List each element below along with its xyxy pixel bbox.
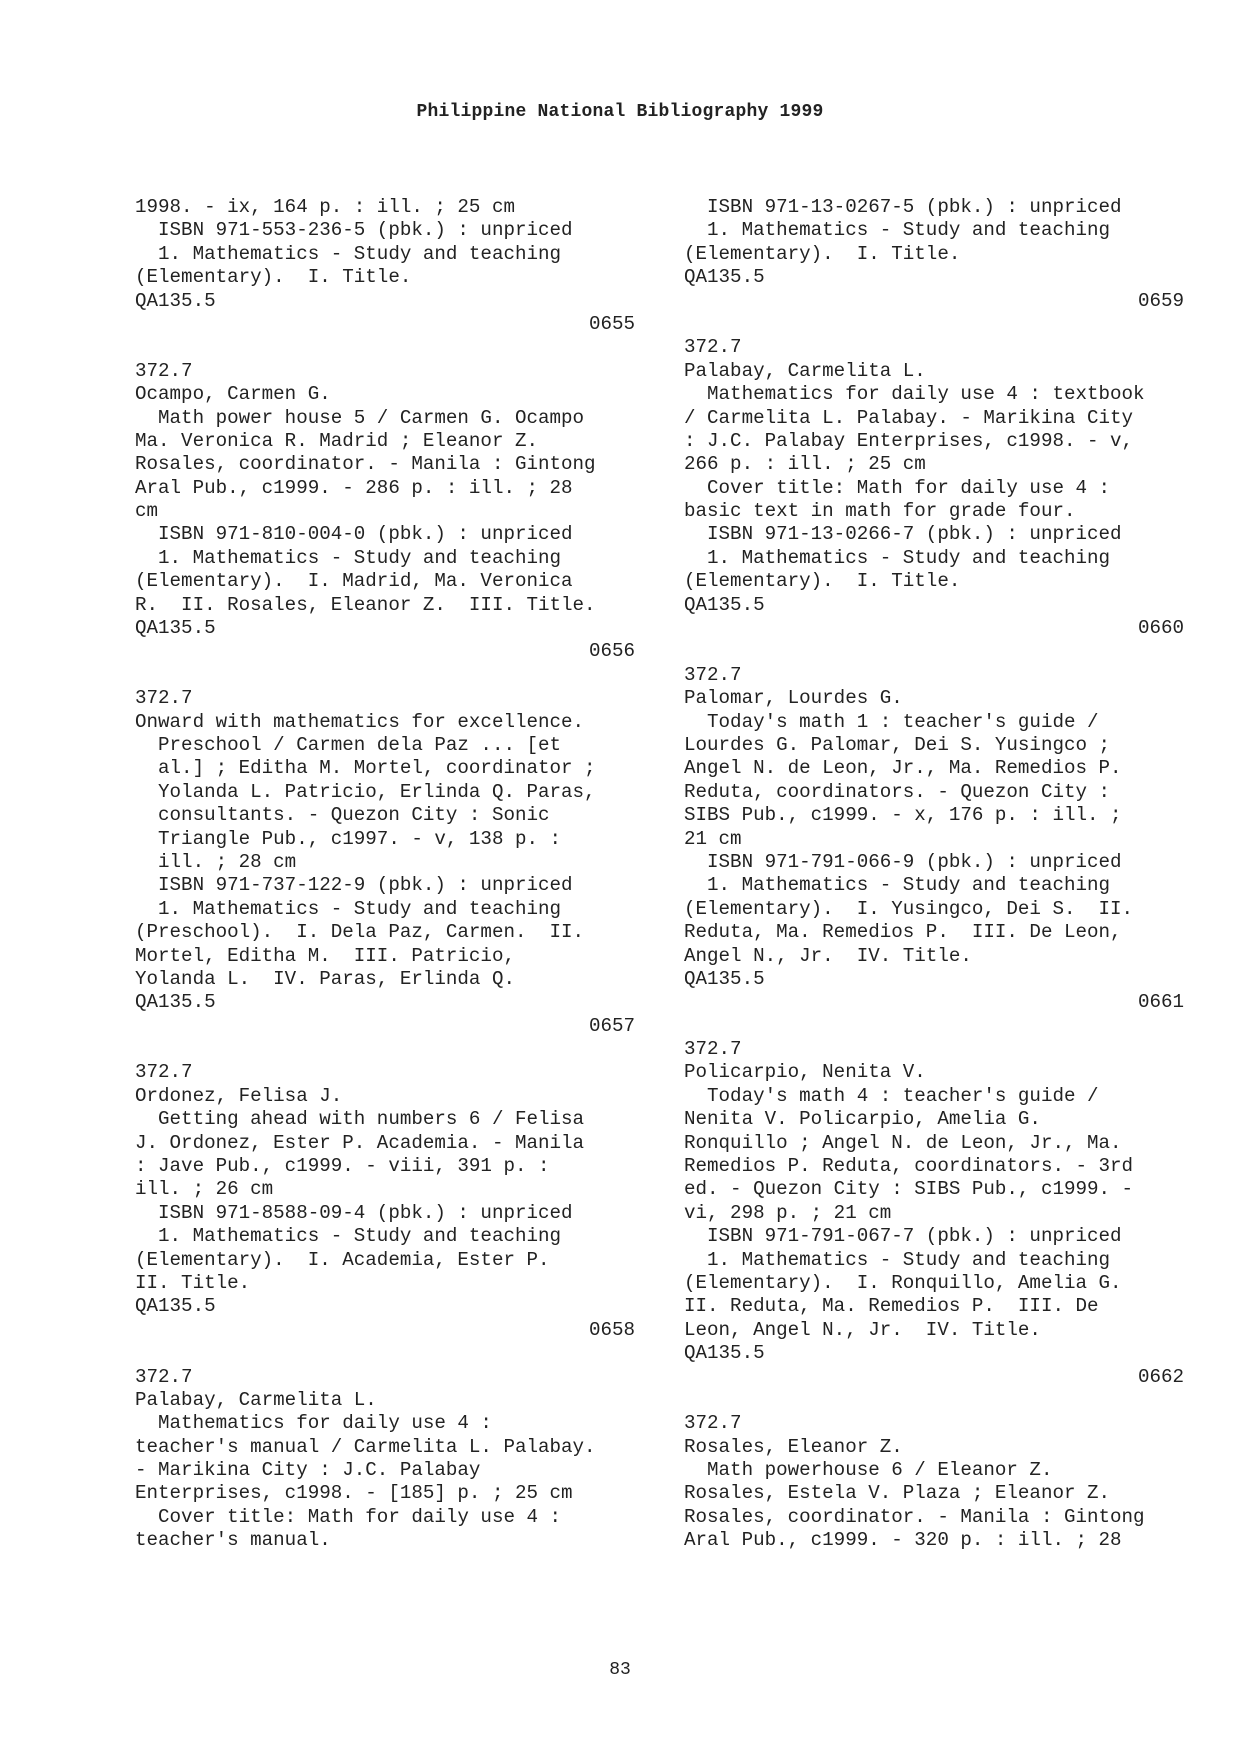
- entry-line: ISBN 971-791-067-7 (pbk.) : unpriced: [684, 1225, 1122, 1248]
- entry-number: 0661: [1137, 991, 1184, 1014]
- entry-line: (Elementary). I. Title.: [684, 570, 961, 593]
- entry-line: Remedios P. Reduta, coordinators. - 3rd: [684, 1155, 1134, 1178]
- entry-line: 372.7: [684, 1038, 742, 1061]
- entry-line: Yolanda L. Patricio, Erlinda Q. Paras,: [135, 780, 596, 803]
- entry-line: QA135.5: [135, 289, 216, 312]
- entry-number: 0658: [588, 1318, 635, 1341]
- entry-number: 0656: [588, 640, 635, 663]
- bibliography-entry: [684, 1038, 1184, 1412]
- bibliography-entry: [684, 196, 1184, 336]
- bibliography-entry: [135, 360, 635, 687]
- entry-line: Rosales, coordinator. - Manila : Gintong: [135, 453, 596, 476]
- entry-line: Getting ahead with numbers 6 / Felisa: [135, 1108, 585, 1131]
- entry-line: 1. Mathematics - Study and teaching: [135, 242, 562, 265]
- entry-line: basic text in math for grade four.: [684, 500, 1076, 523]
- entry-line: : Jave Pub., c1999. - viii, 391 p. :: [135, 1155, 550, 1178]
- entry-line: (Elementary). I. Yusingco, Dei S. II.: [684, 897, 1134, 920]
- entry-line: 1. Mathematics - Study and teaching: [684, 219, 1111, 242]
- entry-line: 372.7: [684, 336, 742, 359]
- page-title: Philippine National Bibliography 1999: [416, 102, 824, 122]
- entry-line: 1. Mathematics - Study and teaching: [684, 1248, 1111, 1271]
- entry-line: (Elementary). I. Ronquillo, Amelia G.: [684, 1271, 1122, 1294]
- entry-line: Angel N., Jr. IV. Title.: [684, 944, 972, 967]
- entry-line: 1. Mathematics - Study and teaching: [135, 546, 562, 569]
- entry-line: Preschool / Carmen dela Paz ... [et: [135, 733, 562, 756]
- entry-line: Math powerhouse 6 / Eleanor Z.: [684, 1459, 1053, 1482]
- entry-line: Reduta, Ma. Remedios P. III. De Leon,: [684, 921, 1122, 944]
- bibliography-entry: [684, 1412, 1184, 1552]
- entry-line: ISBN 971-13-0266-7 (pbk.) : unpriced: [684, 523, 1122, 546]
- entry-line: teacher's manual.: [135, 1529, 331, 1552]
- entry-number: 0662: [1137, 1365, 1184, 1388]
- entry-line: 1. Mathematics - Study and teaching: [684, 874, 1111, 897]
- entry-line: / Carmelita L. Palabay. - Marikina City: [684, 406, 1134, 429]
- entry-number: 0659: [1137, 289, 1184, 312]
- entry-line: al.] ; Editha M. Mortel, coordinator ;: [135, 757, 596, 780]
- entry-line: Mathematics for daily use 4 : textbook: [684, 383, 1145, 406]
- entry-line: Nenita V. Policarpio, Amelia G.: [684, 1108, 1041, 1131]
- entry-line: 372.7: [684, 1412, 742, 1435]
- entry-line: Yolanda L. IV. Paras, Erlinda Q.: [135, 967, 515, 990]
- entry-line: 372.7: [135, 687, 193, 710]
- entry-line: ill. ; 26 cm: [135, 1178, 274, 1201]
- entry-line: Cover title: Math for daily use 4 :: [135, 1505, 562, 1528]
- entry-line: 372.7: [135, 1365, 193, 1388]
- entry-line: Reduta, coordinators. - Quezon City :: [684, 780, 1111, 803]
- entry-line: Onward with mathematics for excellence.: [135, 710, 585, 733]
- entry-line: 21 cm: [684, 827, 742, 850]
- entry-line: QA135.5: [135, 617, 216, 640]
- entry-line: II. Title.: [135, 1271, 251, 1294]
- entry-line: ed. - Quezon City : SIBS Pub., c1999. -: [684, 1178, 1134, 1201]
- entry-line: ISBN 971-13-0267-5 (pbk.) : unpriced: [684, 196, 1122, 218]
- entry-line: Aral Pub., c1999. - 286 p. : ill. ; 28: [135, 476, 573, 499]
- entry-line: Rosales, coordinator. - Manila : Gintong: [684, 1505, 1145, 1528]
- entry-line: Ma. Veronica R. Madrid ; Eleanor Z.: [135, 429, 539, 452]
- entry-line: Leon, Angel N., Jr. IV. Title.: [684, 1318, 1041, 1341]
- bibliography-entry: [135, 687, 635, 1061]
- entry-line: ISBN 971-810-004-0 (pbk.) : unpriced: [135, 523, 573, 546]
- entry-line: 372.7: [135, 1061, 193, 1084]
- entry-line: QA135.5: [684, 1342, 765, 1365]
- entry-line: Ordonez, Felisa J.: [135, 1084, 343, 1107]
- entry-spacer: [135, 664, 635, 687]
- entry-line: QA135.5: [684, 593, 765, 616]
- entry-line: ISBN 971-737-122-9 (pbk.) : unpriced: [135, 874, 573, 897]
- entry-line: QA135.5: [684, 266, 765, 289]
- entry-line: consultants. - Quezon City : Sonic: [135, 804, 550, 827]
- entry-line: Today's math 1 : teacher's guide /: [684, 710, 1099, 733]
- entry-spacer: [684, 640, 1184, 663]
- entry-line: Cover title: Math for daily use 4 :: [684, 476, 1111, 499]
- entry-line: Mortel, Editha M. III. Patricio,: [135, 944, 515, 967]
- entry-line: Aral Pub., c1999. - 320 p. : ill. ; 28: [684, 1529, 1122, 1552]
- entry-line: (Elementary). I. Title.: [135, 266, 412, 289]
- entry-line: Lourdes G. Palomar, Dei S. Yusingco ;: [684, 733, 1111, 756]
- entry-line: ISBN 971-553-236-5 (pbk.) : unpriced: [135, 219, 573, 242]
- entry-line: - Marikina City : J.C. Palabay: [135, 1459, 481, 1482]
- entry-line: (Elementary). I. Title.: [684, 242, 961, 265]
- bibliography-entry: [684, 336, 1184, 663]
- entry-line: II. Reduta, Ma. Remedios P. III. De: [684, 1295, 1099, 1318]
- entry-line: 372.7: [684, 663, 742, 686]
- entry-line: SIBS Pub., c1999. - x, 176 p. : ill. ;: [684, 804, 1122, 827]
- entry-spacer: [684, 1389, 1184, 1412]
- entry-line: Rosales, Estela V. Plaza ; Eleanor Z.: [684, 1482, 1111, 1505]
- entry-line: 1. Mathematics - Study and teaching: [684, 546, 1111, 569]
- bibliography-entry: [135, 1061, 635, 1365]
- entry-line: 372.7: [135, 359, 193, 382]
- entry-line: Ocampo, Carmen G.: [135, 383, 331, 406]
- entry-line: Today's math 4 : teacher's guide /: [684, 1084, 1099, 1107]
- entry-line: J. Ordonez, Ester P. Academia. - Manila: [135, 1131, 585, 1154]
- entry-line: ISBN 971-8588-09-4 (pbk.) : unpriced: [135, 1201, 573, 1224]
- entry-line: (Elementary). I. Madrid, Ma. Veronica: [135, 570, 573, 593]
- entry-line: : J.C. Palabay Enterprises, c1998. - v,: [684, 429, 1134, 452]
- page-number: 83: [609, 1660, 631, 1680]
- entry-number: 0655: [588, 312, 635, 335]
- entry-spacer: [684, 313, 1184, 336]
- bibliography-entry: [135, 1366, 635, 1553]
- entry-line: Ronquillo ; Angel N. de Leon, Jr., Ma.: [684, 1131, 1122, 1154]
- entry-line: teacher's manual / Carmelita L. Palabay.: [135, 1435, 596, 1458]
- entry-spacer: [135, 336, 635, 359]
- entry-line: Rosales, Eleanor Z.: [684, 1435, 903, 1458]
- entry-line: QA135.5: [135, 1295, 216, 1318]
- entry-line: 1998. - ix, 164 p. : ill. ; 25 cm: [135, 196, 515, 218]
- right-column: [684, 196, 1184, 1553]
- entry-line: ill. ; 28 cm: [135, 850, 297, 873]
- entry-line: (Preschool). I. Dela Paz, Carmen. II.: [135, 921, 585, 944]
- bibliography-entry: [135, 196, 635, 360]
- entry-spacer: [135, 1342, 635, 1365]
- entry-line: Palabay, Carmelita L.: [135, 1388, 377, 1411]
- entry-line: Angel N. de Leon, Jr., Ma. Remedios P.: [684, 757, 1122, 780]
- entry-line: vi, 298 p. ; 21 cm: [684, 1201, 892, 1224]
- entry-line: 1. Mathematics - Study and teaching: [135, 897, 562, 920]
- entry-line: Policarpio, Nenita V.: [684, 1061, 926, 1084]
- entry-line: R. II. Rosales, Eleanor Z. III. Title.: [135, 593, 596, 616]
- entry-line: QA135.5: [684, 967, 765, 990]
- entry-line: Mathematics for daily use 4 :: [135, 1412, 492, 1435]
- entry-number: 0660: [1137, 617, 1184, 640]
- entry-line: 1. Mathematics - Study and teaching: [135, 1225, 562, 1248]
- left-column: [135, 196, 635, 1553]
- bibliography-entry: [684, 664, 1184, 1038]
- entry-line: (Elementary). I. Academia, Ester P.: [135, 1248, 550, 1271]
- entry-line: Enterprises, c1998. - [185] p. ; 25 cm: [135, 1482, 573, 1505]
- entry-line: cm: [135, 500, 159, 523]
- entry-spacer: [684, 1015, 1184, 1038]
- entry-line: Triangle Pub., c1997. - v, 138 p. :: [135, 827, 562, 850]
- entry-spacer: [135, 1038, 635, 1061]
- entry-number: 0657: [588, 1014, 635, 1037]
- entry-line: Palabay, Carmelita L.: [684, 359, 926, 382]
- entry-line: Math power house 5 / Carmen G. Ocampo: [135, 406, 585, 429]
- entry-line: ISBN 971-791-066-9 (pbk.) : unpriced: [684, 850, 1122, 873]
- entry-line: QA135.5: [135, 991, 216, 1014]
- entry-line: Palomar, Lourdes G.: [684, 687, 903, 710]
- entry-line: 266 p. : ill. ; 25 cm: [684, 453, 926, 476]
